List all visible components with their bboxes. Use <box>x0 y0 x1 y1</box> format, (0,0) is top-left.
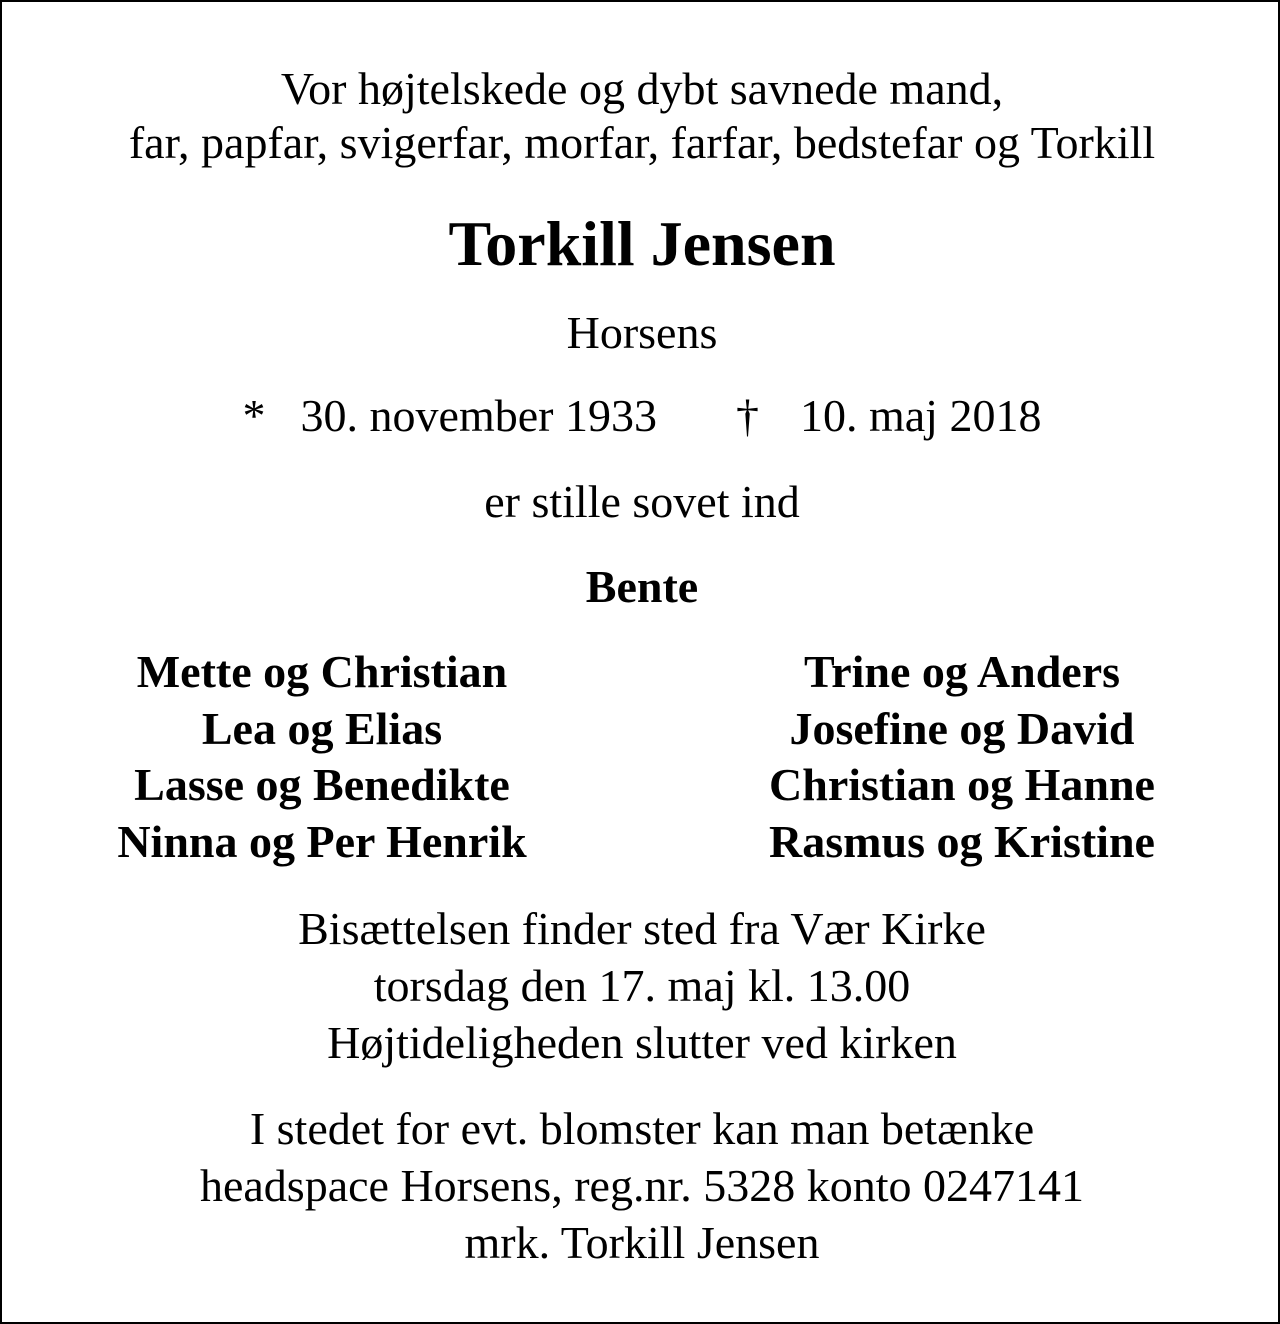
phrase: er stille sovet ind <box>484 476 800 527</box>
donation-line-1: I stedet for evt. blomster kan man betænke <box>249 1103 1035 1154</box>
donation-line-3: mrk. Torkill Jensen <box>464 1217 820 1268</box>
deceased-name: Torkill Jensen <box>448 208 836 279</box>
intro-line-2: far, papfar, svigerfar, morfar, farfar, bedstefar og Torkill <box>128 117 1156 168</box>
birth-date: 30. november 1933 <box>300 390 657 441</box>
donation-line-2: headspace Horsens, reg.nr. 5328 konto 0247141 <box>199 1160 1085 1211</box>
funeral-line-2: torsdag den 17. maj kl. 13.00 <box>373 960 911 1011</box>
family-left-4: Ninna og Per Henrik <box>117 816 527 867</box>
family-right-4: Rasmus og Kristine <box>769 816 1155 867</box>
death-symbol: † <box>735 390 759 441</box>
family-left-2: Lea og Elias <box>201 703 443 754</box>
family-right-3: Christian og Hanne <box>769 759 1155 810</box>
funeral-line-1: Bisættelsen finder sted fra Vær Kirke <box>298 903 986 954</box>
birth-symbol: * <box>242 390 266 441</box>
intro-line-1: Vor højtelskede og dybt savnede mand, <box>280 63 1004 114</box>
family-left-3: Lasse og Benedikte <box>134 759 510 810</box>
family-left-1: Mette og Christian <box>136 646 508 697</box>
family-right-1: Trine og Anders <box>803 646 1121 697</box>
funeral-line-3: Højtideligheden slutter ved kirken <box>327 1017 957 1068</box>
place: Horsens <box>566 307 718 358</box>
dates-row <box>2 390 1280 441</box>
death-date: 10. maj 2018 <box>799 390 1042 441</box>
family-right-2: Josefine og David <box>789 703 1135 754</box>
spouse-name: Bente <box>585 561 699 612</box>
